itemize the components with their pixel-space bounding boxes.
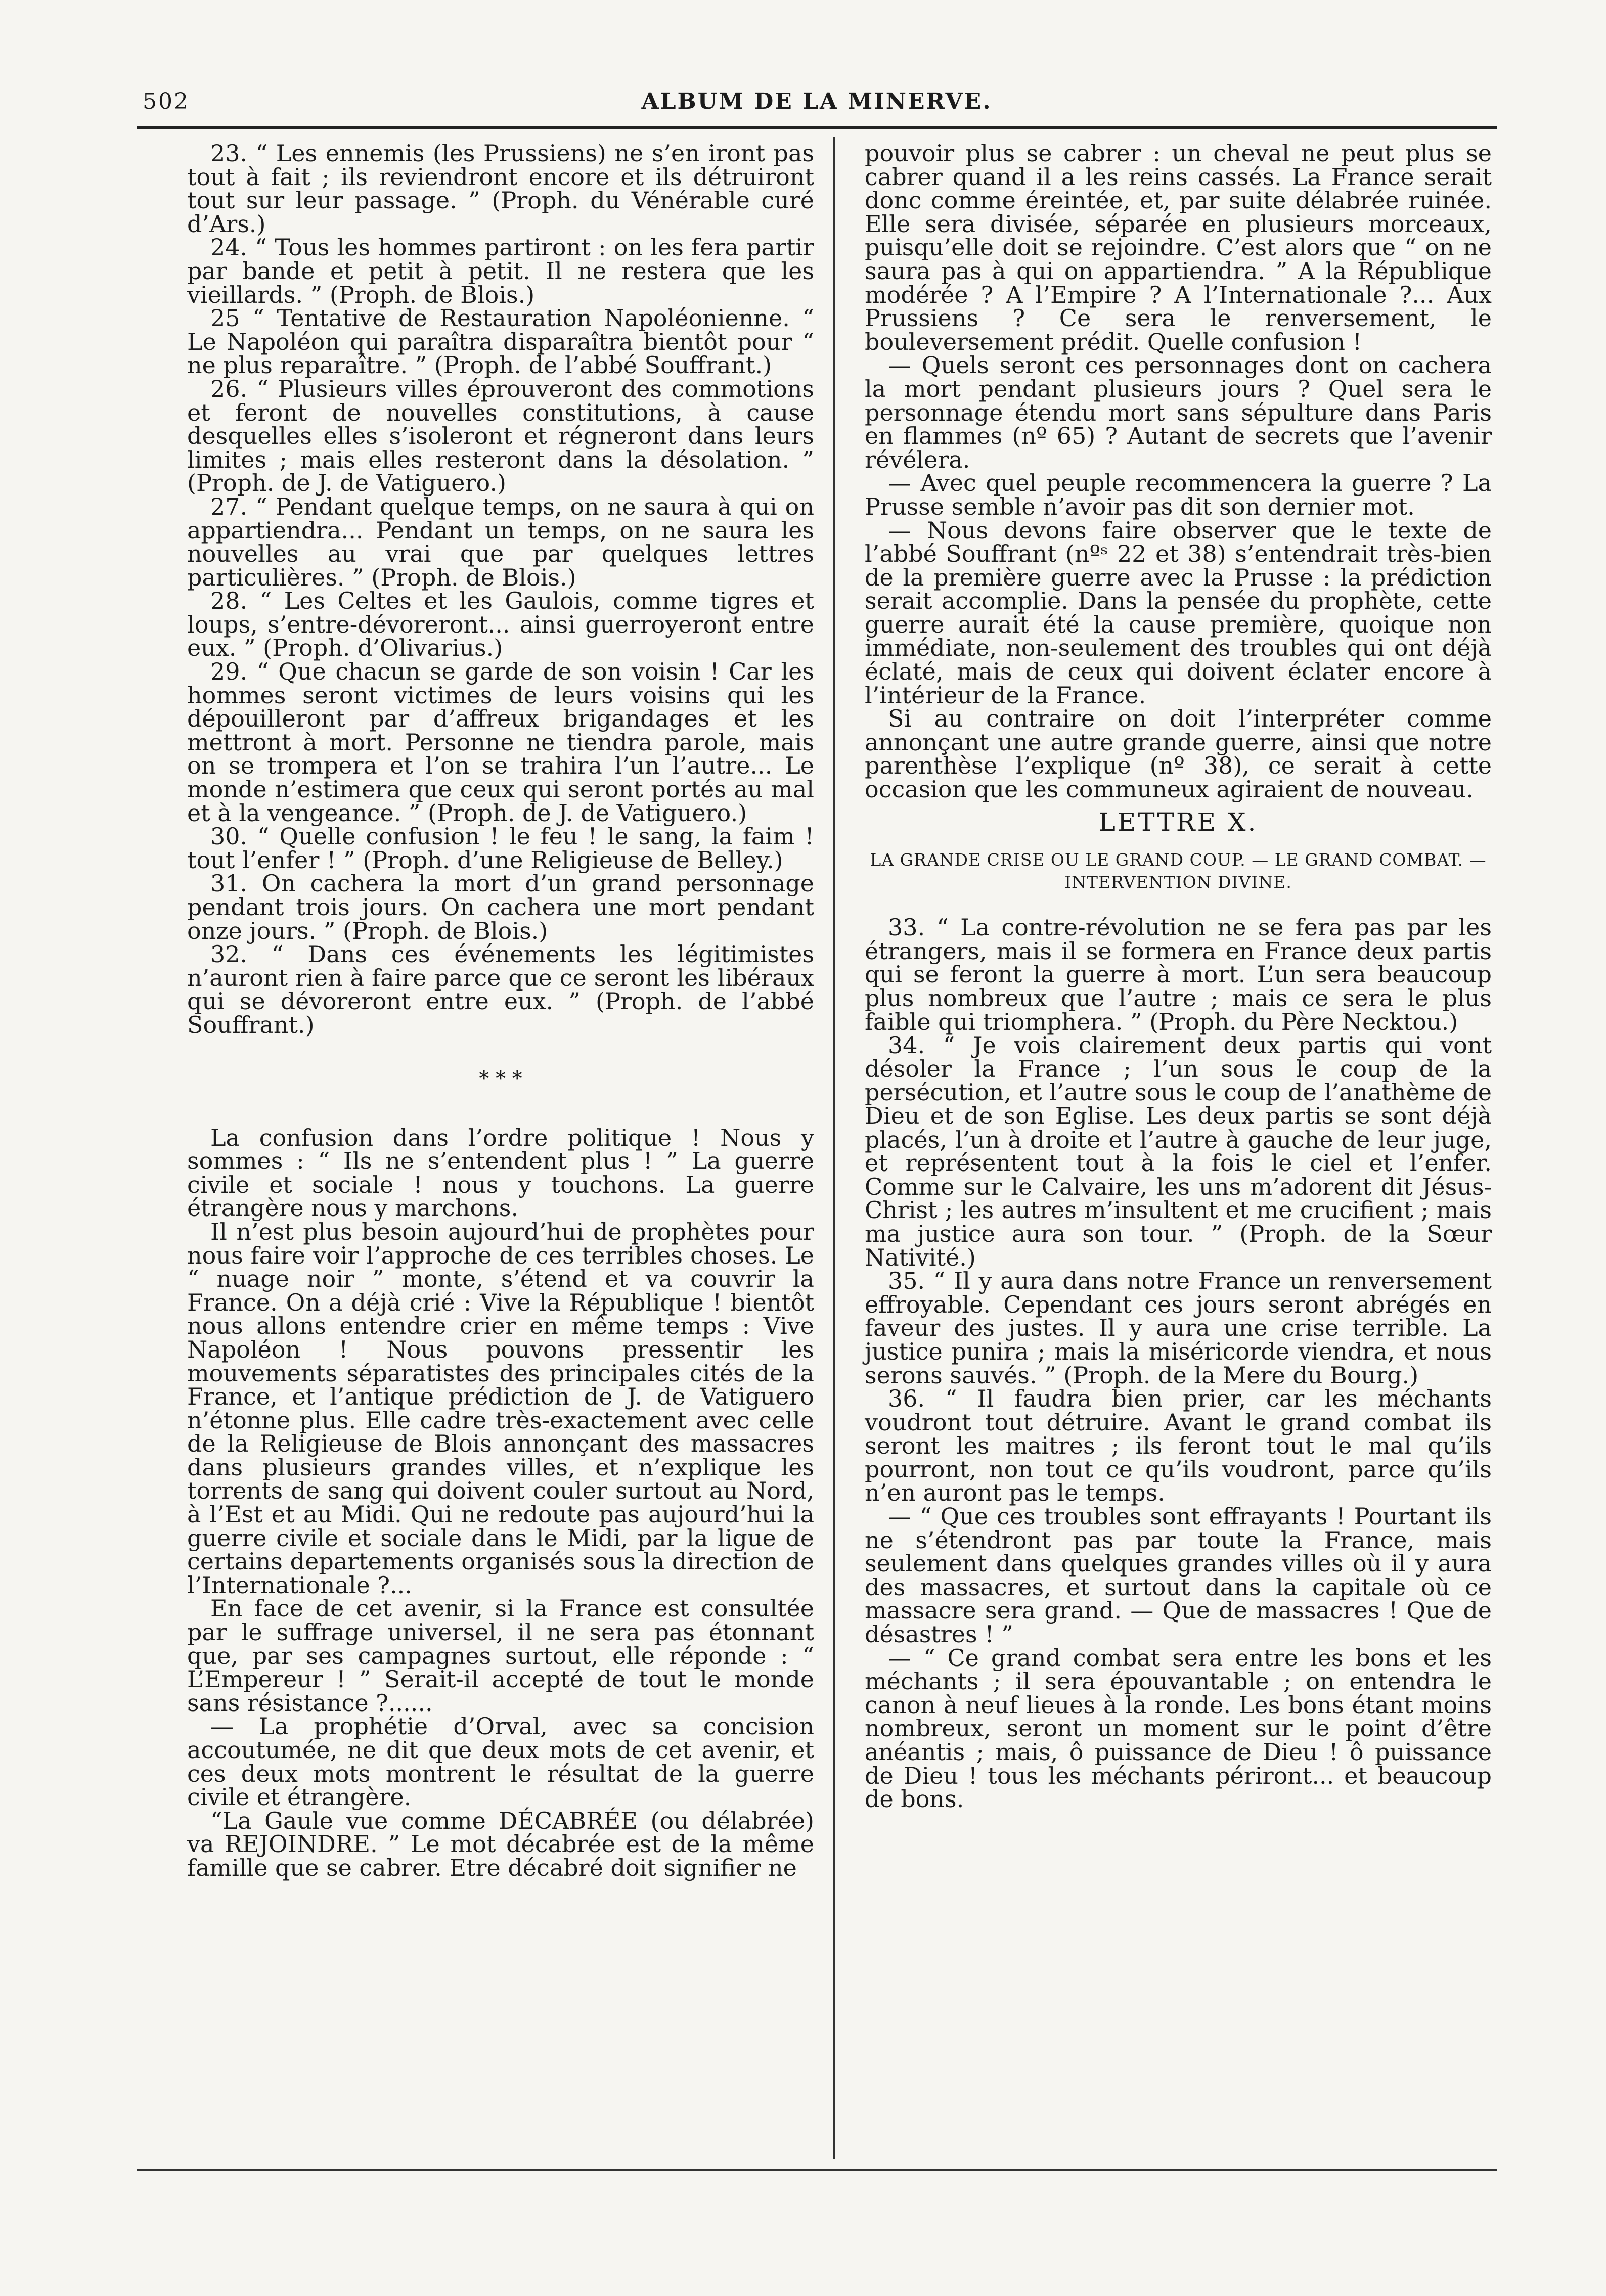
paragraph-31: 31. On cachera la mort d’un grand personnage pendant trois jours. On cachera une mort pendant onze jours. ” (Proph. de Blois.) [187,870,814,944]
commentary-paragraph: — Avec quel peuple recommencera la guerre ? La Prusse semble n’avoir pas dit son dernier mot. [865,469,1492,520]
commentary-paragraph: — “ Ce grand combat sera entre les bons et les méchants ; il sera épouvantable ; on entendra le canon à neuf lieues à la ronde. Les bons étant moins nombreux, seront un moment sur le point d’être anéantis ; mais, ô puissance de Dieu ! ô puissance de Dieu ! tous les méchants périront... et beaucoup de bons. [865,1644,1492,1813]
commentary-paragraph: “La Gaule vue comme DÉCABRÉE (ou délabrée) va REJOINDRE. ” Le mot décabrée est de la même famille que se cabrer. Etre décabré doit signifier ne [187,1807,814,1881]
commentary-paragraph: — “ Que ces troubles sont effrayants ! Pourtant ils ne s’étendront pas par toute la France, mais seulement dans quelques grandes villes où il y aura des massacres, et surtout dans la capitale où ce massacre sera grand. — Que de massacres ! Que de désastres ! ” [865,1503,1492,1648]
section-separator: * * * [479,1067,522,1091]
paragraph-25: 25 “ Tentative de Restauration Napoléonienne. “ Le Napoléon qui paraîtra disparaîtra bientôt pour “ ne plus reparaître. ” (Proph. de l’abbé Souffrant.) [187,304,814,379]
page [137,76,1497,2215]
paragraph-27: 27. “ Pendant quelque temps, on ne saura à qui on appartiendra... Pendant un temps, on ne saura les nouvelles au vrai que par quelques lettres particulières. ” (Proph. de Blois.) [187,492,814,591]
left-column [187,142,814,1880]
paragraph-35: 35. “ Il y aura dans notre France un renversement effroyable. Cependant ces jours seront abrégés en faveur des justes. Il y aura une crise terrible. La justice punira ; mais la miséricorde viendra, et nous serons sauvés. ” (Proph. de la Mere du Bourg.) [865,1267,1492,1389]
header-rule [137,126,1497,129]
paragraph-30: 30. “ Quelle confusion ! le feu ! le sang, la faim ! tout l’enfer ! ” (Proph. d’une Religieuse de Belley.) [187,823,814,874]
right-column [865,142,1492,1811]
paragraph-32: 32. “ Dans ces événements les légitimistes n’auront rien à faire parce que ce seront les libéraux qui se dévoreront entre eux. ” (Proph. de l’abbé Souffrant.) [187,940,814,1039]
paragraph-26: 26. “ Plusieurs villes éprouveront des commotions et feront de nouvelles constitutions, à cause desquelles elles s’isoleront et régneront dans leurs limites ; mais elles resteront dans la désolation. ” (Proph. de J. de Vatiguero.) [187,375,814,497]
running-title: ALBUM DE LA MINERVE. [641,88,992,114]
letter-title: LETTRE X. [1098,807,1258,837]
commentary-paragraph: Si au contraire on doit l’interpréter comme annonçant une autre grande guerre, ainsi que notre parenthèse l’explique (nº 38), ce serait à cette occasion que les communeux agiraient de nouveau. [865,705,1492,803]
commentary-paragraph: La confusion dans l’ordre politique ! Nous y sommes : “ Ils ne s’entendent plus ! ” La guerre civile et sociale ! nous y touchons. La guerre étrangère nous y marchons. [187,1123,814,1222]
paragraph-23: 23. “ Les ennemis (les Prussiens) ne s’en iront pas tout à fait ; ils reviendront encore et ils détruiront tout sur leur passage. ” (Proph. du Vénérable curé d’Ars.) [187,140,814,238]
page-number: 502 [143,88,190,114]
paragraph-29: 29. “ Que chacun se garde de son voisin ! Car les hommes seront victimes de leurs voisins qui les dépouilleront par d’affreux brigandages et les mettront à mort. Personne ne tiendra parole, mais on se trompera et l’on se trahira l’un l’autre... Le monde n’estimera que ceux qui seront portés au mal et à la vengeance. ” (Proph. de J. de Vatiguero.) [187,658,814,827]
page-header [137,88,1497,124]
paragraph-33: 33. “ La contre-révolution ne se fera pas par les étrangers, mais il se formera en France deux partis qui se feront la guerre à mort. L’un sera beaucoup plus nombreux que l’autre ; mais ce sera le plus faible qui triomphera. ” (Proph. du Père Necktou.) [865,914,1492,1036]
commentary-paragraph: En face de cet avenir, si la France est consultée par le suffrage universel, il ne sera pas étonnant que, par ses campagnes surtout, elle réponde : “ L’Empereur ! ” Serait-il accepté de tout le monde sans résistance ?...... [187,1595,814,1717]
commentary-paragraph: — La prophétie d’Orval, avec sa concision accoutumée, ne dit que deux mots de cet avenir, et ces deux mots montrent le résultat de la guerre civile et étrangère. [187,1713,814,1811]
footer-rule [137,2169,1497,2171]
paragraph-24: 24. “ Tous les hommes partiront : on les fera partir par bande et petit à petit. Il ne restera que les vieillards. ” (Proph. de Blois.) [187,234,814,308]
continued-paragraph: pouvoir plus se cabrer : un cheval ne peut plus se cabrer quand il a les reins cassés. La France serait donc comme éreintée, et, par suite délabrée ruinée. Elle sera divisée, séparée en plusieurs morceaux, puisqu’elle doit se rejoindre. C’est alors que “ on ne saura pas à qui on appartiendra. ” A la République modérée ? A l’Empire ? A l’Internationale ?... Aux Prussiens ? Ce sera le renversement, le bouleversement prédit. Quelle confusion ! [865,140,1492,355]
commentary-paragraph: — Quels seront ces personnages dont on cachera la mort pendant plusieurs jours ? Quel sera le personnage étendu mort sans sépulture dans Paris en flammes (nº 65) ? Autant de secrets que l’avenir révélera. [865,351,1492,473]
commentary-paragraph: Il n’est plus besoin aujourd’hui de prophètes pour nous faire voir l’approche de ces terribles choses. Le “ nuage noir ” monte, s’étend et va couvrir la France. On a déjà crié : Vive la République ! bientôt nous allons entendre crier en même temps : Vive Napoléon ! Nous pouvons pressentir les mouvements séparatistes des principales cités de la France, et l’antique prédiction de J. de Vatiguero n’étonne plus. Elle cadre très-exactement avec celle de la Religieuse de Blois annonçant des massacres dans plusieurs grandes villes, et n’explique les torrents de sang qui doivent couler surtout au Nord, à l’Est et au Midi. Qui ne redoute pas aujourd’hui la guerre civile et sociale dans le Midi, par la ligue de certains departements organisés sous la direction de l’Internationale ?... [187,1218,814,1599]
letter-subheading: LA GRANDE CRISE OU LE GRAND COUP. — LE GRAND COMBAT. — INTERVENTION DIVINE. [870,850,1487,892]
column-divider [833,137,835,2159]
commentary-paragraph: — Nous devons faire observer que le texte de l’abbé Souffrant (nºˢ 22 et 38) s’entendrait très-bien de la première guerre avec la Prusse : la prédiction serait accomplie. Dans la pensée du prophète, cette guerre aurait été la cause première, quoique non immédiate, non-seulement des troubles qui ont déjà éclaté, mais de ceux qui doivent éclater encore à l’intérieur de la France. [865,516,1492,709]
paragraph-34: 34. “ Je vois clairement deux partis qui vont désoler la France ; l’un sous le coup de la persécution, et l’autre sous le coup de l’anathème de Dieu et de son Eglise. Les deux partis se sont déjà placés, l’un à droite et l’autre à gauche de leur juge, et représentent tout à la fois le ciel et l’enfer. Comme sur le Calvaire, les uns m’adorent dit Jésus-Christ ; les autres m’insultent et me crucifient ; mais ma justice aura son tour. ” (Proph. de la Sœur Nativité.) [865,1031,1492,1271]
paragraph-36: 36. “ Il faudra bien prier, car les méchants voudront tout détruire. Avant le grand combat ils seront les maitres ; ils feront tout le mal qu’ils pourront, non tout ce qu’ils voudront, parce qu’ils n’en auront pas le temps. [865,1385,1492,1507]
paragraph-28: 28. “ Les Celtes et les Gaulois, comme tigres et loups, s’entre-dévoreront... ainsi guerroyeront entre eux. ” (Proph. d’Olivarius.) [187,587,814,662]
